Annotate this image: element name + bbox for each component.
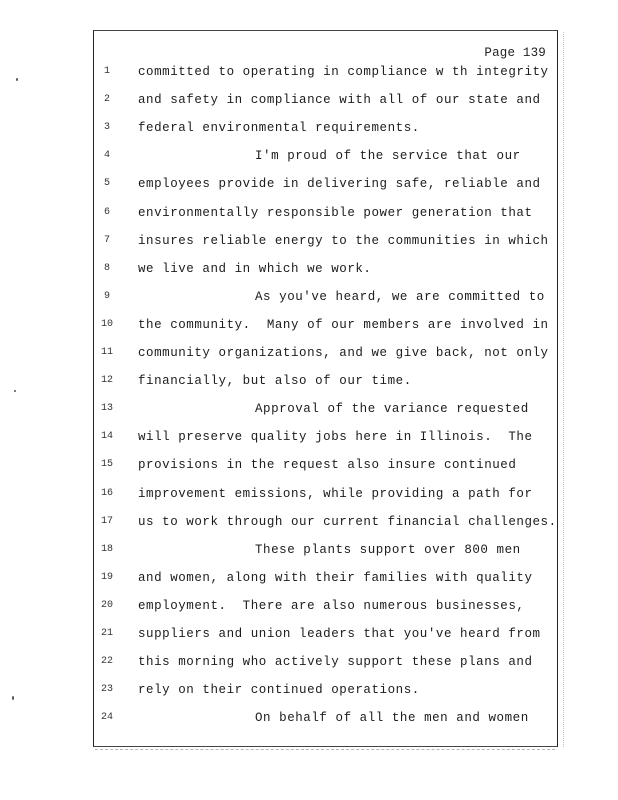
line-text: insures reliable energy to the communities in which	[138, 233, 549, 248]
line-text: These plants support over 800 men	[255, 542, 521, 557]
line-text: employment. There are also numerous businesses,	[138, 598, 525, 613]
line-text: we live and in which we work.	[138, 261, 372, 276]
transcript-line	[0, 429, 618, 449]
line-number: 10	[100, 318, 113, 330]
scan-speck	[16, 78, 18, 81]
line-text: us to work through our current financial challenges.	[138, 514, 557, 529]
line-number: 18	[100, 543, 113, 555]
scan-bottom-noise	[95, 749, 555, 751]
line-number: 22	[100, 656, 113, 668]
transcript-line	[0, 486, 618, 506]
transcript-line	[0, 64, 618, 84]
line-number: 23	[100, 684, 113, 696]
transcript-line	[0, 626, 618, 646]
line-text: and safety in compliance with all of our state and	[138, 93, 541, 108]
transcript-line	[0, 289, 618, 309]
line-text: As you've heard, we are committed to	[255, 289, 545, 304]
transcript-line	[0, 542, 618, 562]
line-number: 13	[100, 403, 113, 415]
transcript-line	[0, 570, 618, 590]
transcript-line	[0, 401, 618, 421]
line-number: 11	[100, 347, 113, 358]
line-text: suppliers and union leaders that you've heard from	[138, 627, 541, 641]
line-number: 21	[100, 628, 113, 639]
line-text: the community. Many of our members are involved in	[138, 317, 549, 332]
line-text: Approval of the variance requested	[255, 402, 529, 417]
transcript-line	[0, 176, 618, 196]
scan-speck	[12, 696, 14, 700]
line-number: 5	[103, 178, 110, 190]
transcript-line	[0, 710, 618, 730]
line-number: 12	[100, 375, 113, 387]
transcript-line	[0, 373, 618, 393]
line-number: 2	[103, 94, 110, 106]
line-text: On behalf of all the men and women	[255, 711, 529, 726]
transcript-line	[0, 261, 618, 281]
line-number: 17	[100, 515, 113, 527]
line-number: 16	[100, 487, 113, 499]
line-text: I'm proud of the service that our	[255, 149, 521, 164]
line-number: 15	[100, 459, 113, 471]
transcript-line	[0, 598, 618, 618]
line-text: improvement emissions, while providing a path for	[138, 486, 533, 501]
transcript-line	[0, 317, 618, 337]
scan-speck	[14, 390, 16, 392]
line-number: 3	[103, 122, 110, 134]
transcript-line	[0, 205, 618, 225]
line-text: committed to operating in compliance w th integrity	[138, 65, 549, 79]
line-number: 14	[100, 431, 113, 443]
line-text: this morning who actively support these plans and	[138, 655, 533, 670]
transcript-line	[0, 514, 618, 534]
line-text: provisions in the request also insure continued	[138, 458, 517, 473]
transcript-line	[0, 120, 618, 140]
line-number: 20	[100, 599, 113, 611]
line-text: community organizations, and we give back, not only	[138, 346, 549, 360]
line-text: employees provide in delivering safe, reliable and	[138, 177, 541, 192]
line-number: 24	[100, 712, 113, 724]
line-number: 1	[103, 66, 110, 77]
line-number: 4	[103, 150, 110, 162]
line-number: 8	[103, 262, 110, 274]
line-number: 6	[103, 206, 110, 218]
page-number: Page 139	[484, 46, 546, 60]
line-text: environmentally responsible power generation that	[138, 205, 533, 220]
transcript-line	[0, 233, 618, 253]
line-number: 19	[100, 571, 113, 583]
transcript-line	[0, 457, 618, 477]
line-text: rely on their continued operations.	[138, 683, 420, 698]
line-number: 7	[103, 234, 110, 246]
line-number: 9	[103, 290, 110, 302]
transcript-line	[0, 682, 618, 702]
transcript-line	[0, 654, 618, 674]
line-text: will preserve quality jobs here in Illinois. The	[138, 430, 533, 445]
transcript-line	[0, 148, 618, 168]
transcript-line	[0, 92, 618, 112]
line-text: and women, along with their families with quality	[138, 570, 533, 585]
transcript-line	[0, 345, 618, 365]
line-text: financially, but also of our time.	[138, 374, 412, 389]
line-text: federal environmental requirements.	[138, 121, 420, 136]
